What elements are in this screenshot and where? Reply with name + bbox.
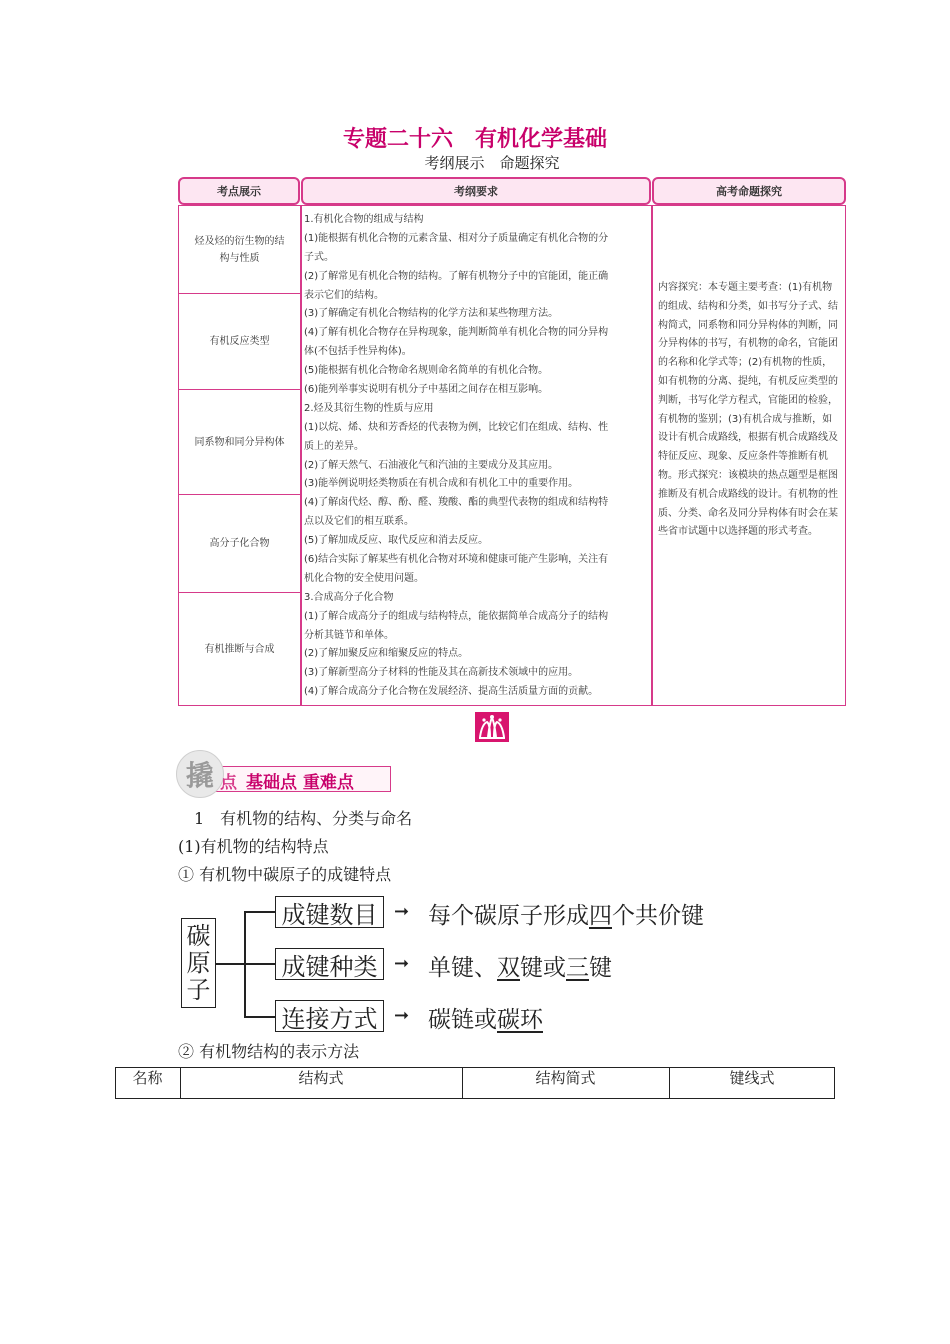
requirement-line: (4)了解有机化合物存在异构现象，能判断简单有机化合物的同分异构 <box>304 327 609 339</box>
requirement-line: (2)了解天然气、石油液化气和汽油的主要成分及其应用。 <box>304 459 559 471</box>
requirement-line: (1)了解合成高分子的组成与结构特点，能依据简单合成高分子的结构 <box>304 610 609 622</box>
banner-badge: 撬 <box>176 750 224 798</box>
page-subtitle: 考纲展示 命题探究 <box>424 154 560 172</box>
arrow-icon: ➞ <box>394 1005 410 1026</box>
page-title: 专题二十六 有机化学基础 <box>342 127 607 152</box>
topic-cell: 有机反应类型 <box>179 294 300 390</box>
subheading: ② 有机物结构的表示方法 <box>178 1042 360 1061</box>
requirement-line: 体(不包括手性异构体)。 <box>304 346 412 358</box>
column-divider <box>651 205 653 706</box>
requirement-line: (4)了解合成高分子化合物在发展经济、提高生活质量方面的贡献。 <box>304 686 599 698</box>
banner-dot: 点 <box>220 773 237 793</box>
header-exploration: 高考命题探究 <box>652 177 846 205</box>
requirement-line: 分析其链节和单体。 <box>304 629 394 641</box>
section-ornament-icon <box>475 712 509 742</box>
requirement-line: (5)能根据有机化合物命名规则命名简单的有机化合物。 <box>304 365 549 377</box>
section-heading: 1 有机物的结构、分类与命名 <box>194 809 413 828</box>
requirement-line: 质上的差异。 <box>304 440 364 452</box>
requirement-line: 点以及它们的相互联系。 <box>304 516 414 528</box>
exploration-text: 内容探究：本专题主要考查：(1)有机物的组成、结构和分类，如书写分子式、结构简式，同系物和同分异构体的判断，同分异构体的书写，有机物的命名，官能团的名称和化学式等；(2)有机物的性质，如有机物的分离、提纯，有机反应类型的判断，书写化学方程式，官能团的检验，有机物的鉴别；(3)有机合成与推断，如设计有机合成路线，根据有机合成路线及特征反应、现象、反应条件等推断有机物。形式探究：该模块的热点题型是框图推断及有机合成路线的设计。有机物的性质、分类、命名及同分异构体有时会在某些省市试题中以选择题的形式考查。 <box>658 282 838 538</box>
topic-cell: 烃及烃的衍生物的结构与性质 <box>179 206 300 294</box>
root-char: 碳 <box>186 921 211 950</box>
requirements-text <box>304 211 650 702</box>
bond-type-box: 成键种类 <box>275 948 384 980</box>
requirement-line: (5)了解加成反应、取代反应和消去反应。 <box>304 535 489 547</box>
requirement-line: 表示它们的结构。 <box>304 289 384 301</box>
connection-box: 连接方式 <box>275 1000 384 1032</box>
requirement-line: (2)了解加聚反应和缩聚反应的特点。 <box>304 648 469 660</box>
header-exam-points: 考点展示 <box>178 177 300 205</box>
requirement-line: (3)能举例说明烃类物质在有机合成和有机化工中的重要作用。 <box>304 478 579 490</box>
table-header-cell: 名称 <box>132 1069 163 1087</box>
requirement-line: 子式。 <box>304 251 334 263</box>
root-char: 子 <box>186 975 211 1004</box>
bond-count-text: 每个碳原子形成四个共价键 <box>428 903 704 929</box>
connection-text: 碳链或碳环 <box>428 1007 543 1033</box>
requirement-line: (1)能根据有机化合物的元素含量、相对分子质量确定有机化合物的分 <box>304 232 609 244</box>
arrow-icon: ➞ <box>394 953 410 974</box>
header-requirements: 考纲要求 <box>301 177 651 205</box>
topic-cell: 有机推断与合成 <box>204 643 275 655</box>
subheading: (1)有机物的结构特点 <box>178 837 329 856</box>
requirement-line: 3.合成高分子化合物 <box>304 591 394 603</box>
topic-cell: 高分子化合物 <box>179 495 300 593</box>
subheading: ① 有机物中碳原子的成键特点 <box>178 865 392 884</box>
requirement-line: (3)了解新型高分子材料的性能及其在高新技术领域中的应用。 <box>304 667 579 679</box>
connector-line <box>216 963 244 965</box>
requirement-line: 2.烃及其衍生物的性质与应用 <box>304 402 434 414</box>
requirement-line: 机化合物的安全使用问题。 <box>304 572 424 584</box>
requirement-line: (2)了解常见有机化合物的结构。了解有机物分子中的官能团，能正确 <box>304 270 609 282</box>
arrow-icon: ➞ <box>394 901 410 922</box>
bond-type-text: 单键、双键或三键 <box>428 955 612 981</box>
table-header-cell: 键线式 <box>729 1069 775 1087</box>
carbon-atom-box <box>181 918 216 1008</box>
column-divider <box>300 205 302 706</box>
connector-line <box>244 911 275 913</box>
requirement-line: 1.有机化合物的组成与结构 <box>304 214 424 225</box>
table-header-cell: 结构简式 <box>535 1069 596 1087</box>
banner-label: 基础点 重难点 <box>246 773 354 793</box>
connector-line <box>244 963 275 965</box>
bond-count-box: 成键数目 <box>275 896 384 928</box>
table-header-cell: 结构式 <box>298 1069 344 1087</box>
connector-line <box>244 1016 275 1018</box>
requirement-line: (6)能列举事实说明有机分子中基团之间存在相互影响。 <box>304 384 549 396</box>
requirement-line: (6)结合实际了解某些有机化合物对环境和健康可能产生影响，关注有 <box>304 554 609 566</box>
root-char: 原 <box>186 948 211 977</box>
requirement-line: (3)了解确定有机化合物结构的化学方法和某些物理方法。 <box>304 308 559 320</box>
topic-cell: 同系物和同分异构体 <box>179 390 300 495</box>
requirement-line: (4)了解卤代烃、醇、酚、醛、羧酸、酯的典型代表物的组成和结构特 <box>304 497 609 509</box>
requirement-line: (1)以烷、烯、炔和芳香烃的代表物为例，比较它们在组成、结构、性 <box>304 421 609 433</box>
